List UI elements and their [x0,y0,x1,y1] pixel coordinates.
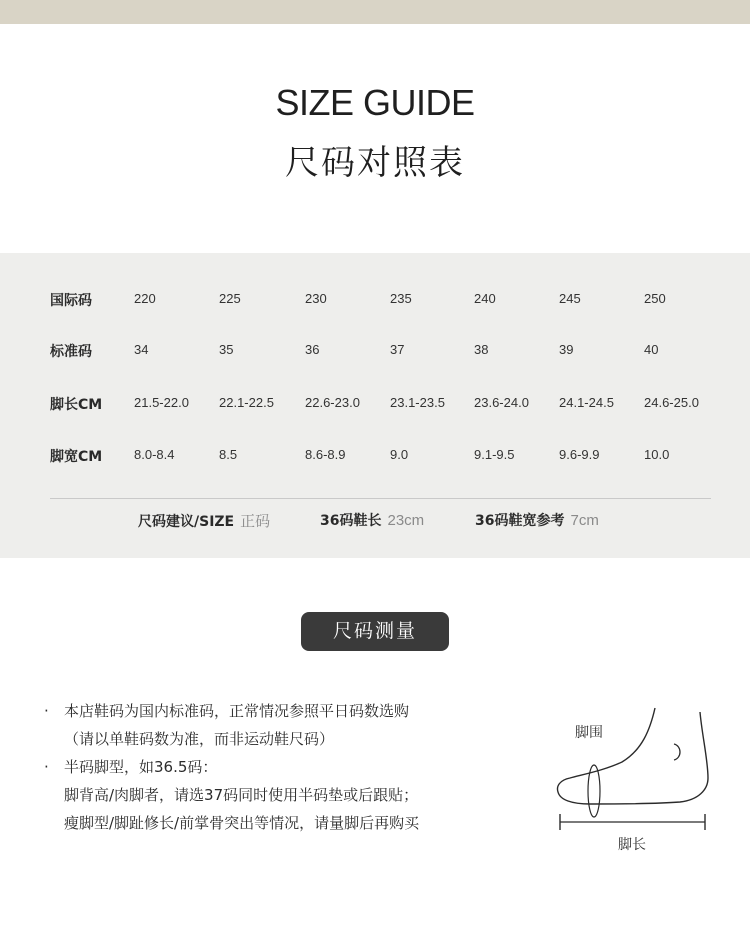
table-cell: 225 [219,291,241,306]
table-cell: 35 [219,342,234,357]
table-cell: 8.5 [219,447,238,462]
table-row [0,446,750,470]
row-header: 国际码 [50,293,92,309]
table-cell: 235 [390,291,412,306]
note-text: 脚背高/肉脚者，请选37码同时使用半码垫或后跟贴； [64,786,419,804]
table-cell: 9.0 [390,447,409,462]
top-band [0,0,750,24]
page-title-en: SIZE GUIDE [275,82,475,123]
size-measure-heading: 尺码测量 [301,612,449,651]
table-cell: 24.6-25.0 [644,395,699,410]
table-row [0,394,750,418]
note-text: 半码脚型，如36.5码： [64,758,218,776]
table-cell: 23.1-23.5 [390,395,445,410]
table-cell: 38 [474,342,489,357]
table-cell: 240 [474,291,496,306]
row-header: 标准码 [50,344,92,360]
table-cell: 24.1-24.5 [559,395,614,410]
table-cell: 39 [559,342,574,357]
girth-ring-icon [588,765,600,817]
suggestion-value: 23cm [387,512,425,529]
list-item [44,728,514,756]
row-header: 脚宽CM [50,449,103,465]
bullet-dot: · [44,702,49,720]
table-row [0,341,750,365]
suggestion-label: 36码鞋长 [320,513,382,529]
note-text: （请以单鞋码数为准，而非运动鞋尺码） [64,730,335,748]
table-row [0,290,750,314]
table-cell: 10.0 [644,447,670,462]
list-item [44,700,514,728]
table-cell: 9.6-9.9 [559,447,600,462]
table-cell: 21.5-22.0 [134,395,189,410]
table-divider [50,498,711,499]
table-cell: 40 [644,342,659,357]
suggestion-label: 36码鞋宽参考 [475,513,565,529]
girth-label: 脚围 [575,725,603,741]
table-cell: 23.6-24.0 [474,395,529,410]
ankle-icon [674,744,680,760]
table-cell: 8.0-8.4 [134,447,175,462]
suggestion-value: 正码 [240,513,271,530]
measure-notes [44,700,514,840]
table-cell: 245 [559,291,581,306]
row-header: 脚长CM [50,397,103,413]
note-text: 瘦脚型/脚趾修长/前掌骨突出等情况，请量脚后再购买 [64,814,420,832]
suggestion-value: 7cm [570,512,599,529]
bullet-dot: · [44,758,49,776]
table-cell: 220 [134,291,156,306]
table-cell: 34 [134,342,149,357]
shoe-width-suggestion [475,510,599,530]
table-cell: 9.1-9.5 [474,447,515,462]
list-item [44,756,514,784]
shoe-length-suggestion [320,510,424,530]
table-cell: 230 [305,291,327,306]
table-cell: 8.6-8.9 [305,447,346,462]
note-text: 本店鞋码为国内标准码，正常情况参照平日码数选购 [64,702,410,720]
suggestion-label: 尺码建议/SIZE [138,514,235,530]
list-item [44,784,514,812]
list-item [44,812,514,840]
length-label: 脚长 [618,837,646,853]
table-cell: 22.1-22.5 [219,395,274,410]
size-suggestion [138,510,270,531]
table-cell: 37 [390,342,405,357]
table-cell: 36 [305,342,320,357]
page-title-cn: 尺码对照表 [285,143,465,183]
table-cell: 250 [644,291,666,306]
table-cell: 22.6-23.0 [305,395,360,410]
